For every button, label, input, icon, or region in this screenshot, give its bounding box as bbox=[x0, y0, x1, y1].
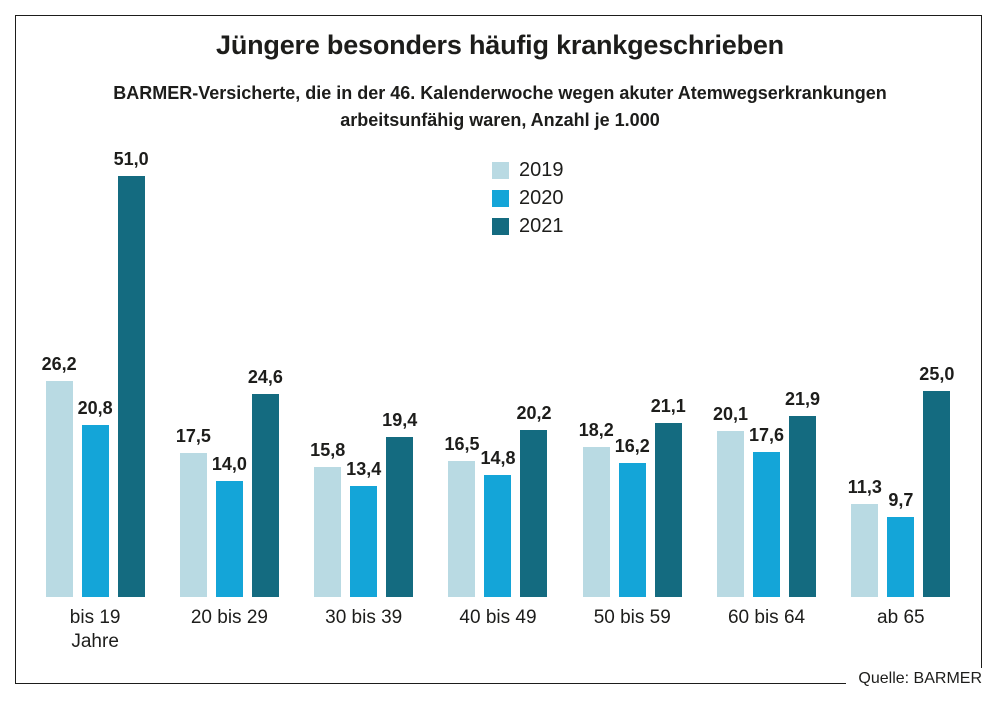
bar-value-label: 20,8 bbox=[77, 398, 113, 419]
bar-group bbox=[297, 150, 431, 654]
legend-item-2019 bbox=[492, 156, 564, 184]
bar-slot bbox=[480, 447, 516, 597]
bar-slot bbox=[614, 436, 650, 597]
bar-slot bbox=[41, 353, 77, 597]
bar-value-label: 14,0 bbox=[211, 454, 247, 475]
bar-slot bbox=[578, 419, 614, 597]
bar-cluster bbox=[578, 150, 686, 597]
category-label bbox=[70, 606, 121, 654]
bar-cluster bbox=[847, 150, 955, 597]
bar-slot bbox=[713, 404, 749, 597]
category-label-line: 40 bis 49 bbox=[459, 607, 537, 628]
legend-item-2021 bbox=[492, 212, 564, 240]
bar-group bbox=[565, 150, 699, 654]
bar-value-label: 11,3 bbox=[847, 476, 882, 497]
bar-group bbox=[162, 150, 296, 654]
bar-slot bbox=[650, 395, 686, 597]
source-credit: Quelle: BARMER bbox=[846, 668, 986, 690]
bar-value-label: 13,4 bbox=[346, 459, 382, 480]
legend-swatch-2021 bbox=[492, 218, 509, 235]
bar-2021 bbox=[520, 430, 547, 597]
bar-2021 bbox=[118, 176, 145, 597]
legend-item-2020 bbox=[492, 184, 564, 212]
category-label bbox=[191, 606, 268, 630]
chart-subtitle bbox=[0, 80, 1000, 134]
bar-2020 bbox=[753, 452, 780, 597]
category-label-line: Jahre bbox=[71, 630, 119, 652]
bar-slot bbox=[887, 489, 914, 597]
legend-label: 2021 bbox=[519, 214, 564, 237]
bar-slot bbox=[516, 403, 552, 597]
bar-value-label: 21,9 bbox=[785, 389, 821, 410]
subtitle-line-1: BARMER-Versicherte, die in der 46. Kalenderwoche wegen akuter Atemwegserkrankungen bbox=[113, 83, 887, 103]
bar-slot bbox=[211, 454, 247, 597]
bar-value-label: 14,8 bbox=[480, 447, 516, 468]
bar-slot bbox=[847, 476, 882, 597]
category-label-line: ab 65 bbox=[877, 607, 925, 628]
bar-cluster bbox=[713, 150, 821, 597]
bar-2021 bbox=[655, 423, 682, 597]
bar-2019 bbox=[46, 381, 73, 597]
bar-value-label: 20,1 bbox=[713, 404, 749, 425]
subtitle-line-2: arbeitsunfähig waren, Anzahl je 1.000 bbox=[340, 110, 660, 130]
bar-slot bbox=[444, 433, 480, 597]
legend-label: 2019 bbox=[519, 158, 564, 181]
category-label-line: bis 19 bbox=[69, 607, 121, 628]
bar-2019 bbox=[180, 453, 207, 598]
bar-2021 bbox=[252, 394, 279, 597]
bar-2020 bbox=[216, 481, 243, 597]
bar-cluster bbox=[41, 149, 149, 597]
bar-group bbox=[834, 150, 968, 654]
bar-value-label: 24,6 bbox=[247, 366, 283, 387]
bar-value-label: 26,2 bbox=[41, 353, 77, 374]
bar-cluster bbox=[310, 150, 418, 597]
bar-slot bbox=[382, 409, 418, 597]
category-label-line: 50 bis 59 bbox=[593, 607, 671, 628]
category-label bbox=[594, 606, 671, 630]
category-label bbox=[728, 606, 805, 630]
bar-2020 bbox=[484, 475, 511, 597]
bar-2020 bbox=[82, 425, 109, 597]
category-label-line: 30 bis 39 bbox=[325, 607, 403, 628]
bar-slot bbox=[749, 424, 785, 597]
legend-swatch-2019 bbox=[492, 162, 509, 179]
bar-slot bbox=[785, 389, 821, 597]
bar-value-label: 25,0 bbox=[919, 363, 955, 384]
bar-2020 bbox=[350, 486, 377, 597]
legend bbox=[492, 156, 564, 240]
bar-value-label: 15,8 bbox=[310, 439, 346, 460]
bar-2019 bbox=[314, 467, 341, 597]
bar-slot bbox=[310, 439, 346, 597]
bar-group bbox=[28, 150, 162, 654]
bar-value-label: 17,5 bbox=[175, 425, 211, 446]
bar-slot bbox=[175, 425, 211, 598]
bar-value-label: 51,0 bbox=[113, 149, 149, 169]
bar-slot bbox=[77, 398, 113, 597]
legend-swatch-2020 bbox=[492, 190, 509, 207]
bar-slot bbox=[346, 459, 382, 597]
category-label bbox=[325, 606, 402, 630]
category-label bbox=[459, 606, 536, 630]
bar-2021 bbox=[386, 437, 413, 597]
bar-value-label: 16,5 bbox=[444, 433, 480, 454]
chart-title: Jüngere besonders häufig krankgeschrieben bbox=[216, 30, 784, 60]
category-label-line: 60 bis 64 bbox=[727, 607, 806, 628]
bar-group bbox=[699, 150, 833, 654]
legend-label: 2020 bbox=[519, 186, 564, 209]
bar-value-label: 18,2 bbox=[578, 419, 614, 440]
bar-value-label: 17,6 bbox=[749, 424, 785, 445]
bar-value-label: 19,4 bbox=[382, 409, 418, 430]
bar-2019 bbox=[717, 431, 744, 597]
category-label-line: 20 bis 29 bbox=[190, 607, 268, 628]
bar-slot bbox=[919, 363, 955, 597]
bar-value-label: 20,2 bbox=[516, 403, 552, 424]
bar-2021 bbox=[923, 391, 950, 597]
bar-2019 bbox=[448, 461, 475, 597]
bar-slot bbox=[113, 149, 149, 597]
bar-2021 bbox=[789, 416, 816, 597]
bar-value-label: 9,7 bbox=[888, 489, 914, 510]
category-label bbox=[877, 606, 925, 630]
bar-2020 bbox=[887, 517, 914, 597]
bar-value-label: 16,2 bbox=[614, 436, 650, 457]
bar-slot bbox=[247, 366, 283, 597]
bar-2020 bbox=[619, 463, 646, 597]
bar-2019 bbox=[583, 447, 610, 597]
bar-value-label: 21,1 bbox=[650, 395, 686, 416]
bar-cluster bbox=[175, 150, 283, 597]
bar-2019 bbox=[851, 504, 878, 597]
